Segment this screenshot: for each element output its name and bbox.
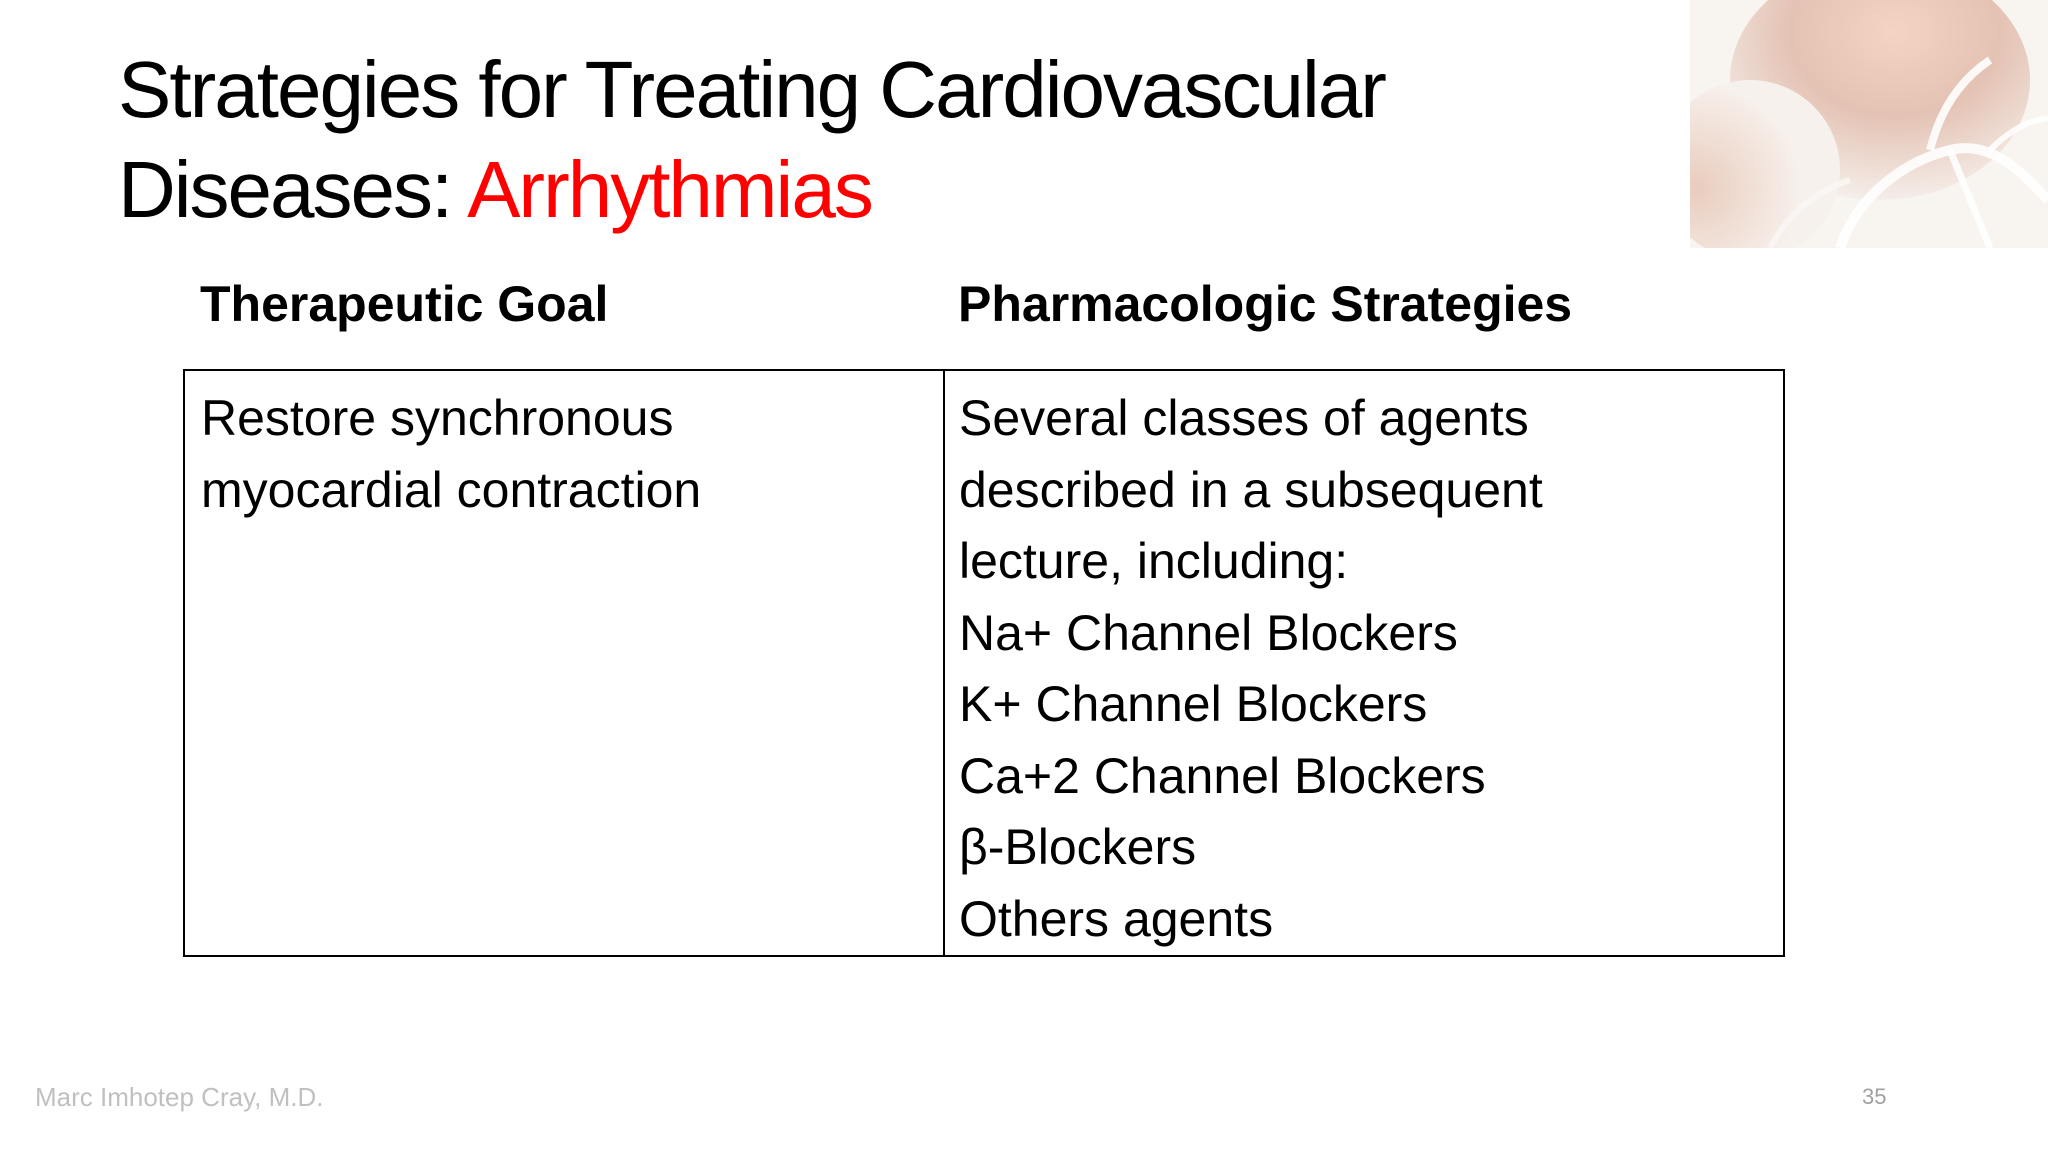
- strategy-line: lecture, including:: [959, 533, 1349, 589]
- slide-title-line1: Strategies for Treating Cardiovascular: [118, 45, 1385, 134]
- slide-title-line2: Diseases:: [118, 145, 468, 234]
- strategy-line: K+ Channel Blockers: [959, 676, 1428, 732]
- goal-line: myocardial contraction: [201, 461, 702, 518]
- page-number: 35: [1862, 1084, 1887, 1109]
- column-header-pharmacologic-strategies: Pharmacologic Strategies: [958, 276, 1573, 332]
- strategy-line: Na+ Channel Blockers: [959, 604, 1458, 661]
- slide-title: [118, 40, 1618, 240]
- slide-title-accent: Arrhythmias: [467, 145, 872, 234]
- heart-illustration-graphic: [1690, 0, 2048, 248]
- strategy-line: described in a subsequent: [959, 461, 1543, 518]
- strategy-line: Ca+2 Channel Blockers: [959, 747, 1486, 804]
- table-divider: [943, 371, 945, 955]
- heart-illustration: [1690, 0, 2048, 248]
- strategy-table: [183, 369, 1785, 957]
- goal-line: Restore synchronous: [201, 390, 674, 446]
- strategy-cell: [959, 383, 1759, 955]
- column-header-therapeutic-goal: Therapeutic Goal: [200, 276, 609, 332]
- strategy-line: Others agents: [959, 890, 1274, 947]
- strategy-line: Several classes of agents: [959, 390, 1529, 446]
- footer-author: Marc Imhotep Cray, M.D.: [35, 1082, 324, 1112]
- goal-cell: [201, 383, 931, 526]
- strategy-line: β-Blockers: [959, 819, 1197, 875]
